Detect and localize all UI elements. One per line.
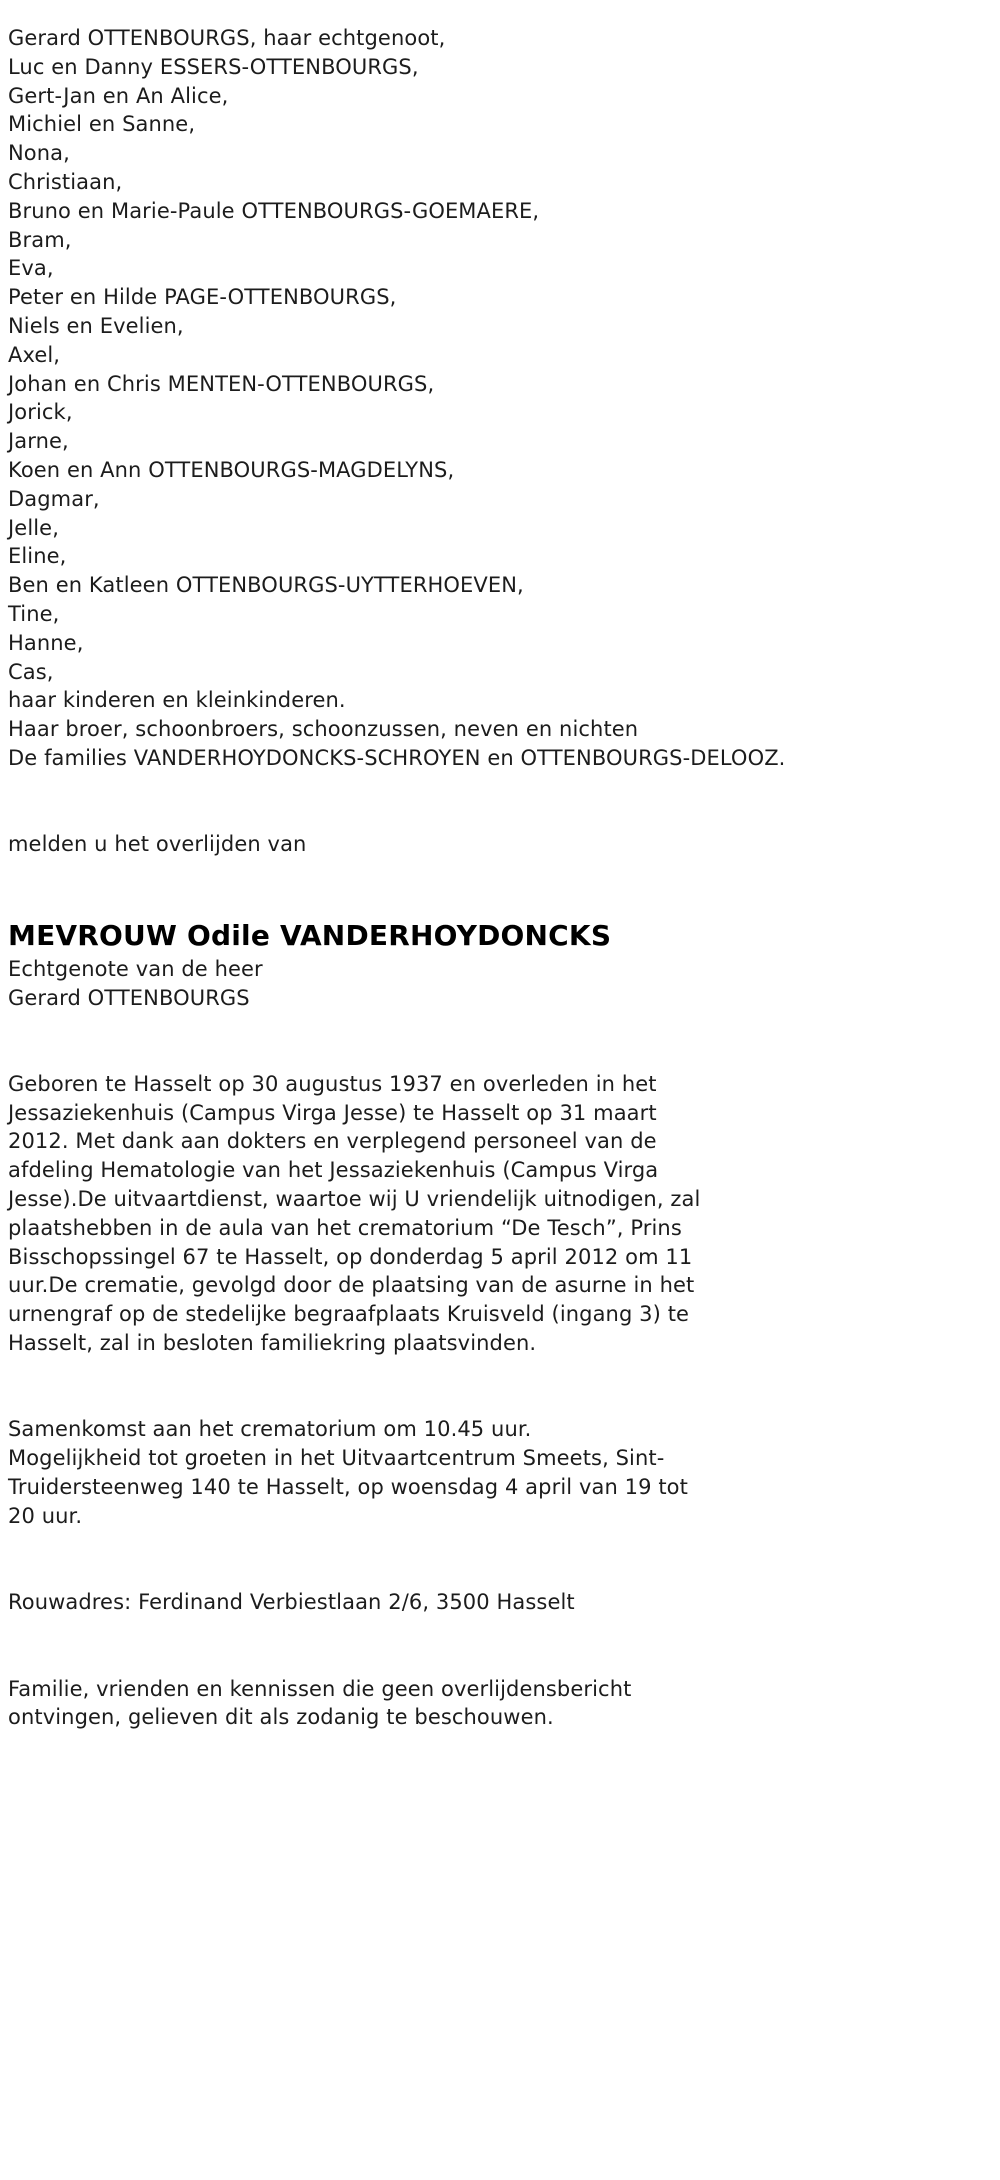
- spacer: [8, 1646, 986, 1675]
- spacer: [8, 888, 986, 917]
- list-item: Jelle,: [8, 515, 59, 540]
- final-note-paragraph: Familie, vrienden en kennissen die geen overlijdensbericht ontvingen, gelieven dit als zodanig te beschouwen.: [8, 1676, 632, 1730]
- spacer: [8, 1617, 986, 1646]
- list-item: Peter en Hilde PAGE-OTTENBOURGS,: [8, 285, 397, 310]
- list-item: Michiel en Sanne,: [8, 112, 196, 137]
- spacer: [8, 1041, 986, 1070]
- list-item: Gert-Jan en An Alice,: [8, 83, 229, 108]
- spacer: [8, 1387, 986, 1416]
- list-item: Eline,: [8, 544, 67, 569]
- mourning-address-line: Rouwadres: Ferdinand Verbiestlaan 2/6, 3500 Hasselt: [8, 1590, 575, 1615]
- spacer: [8, 1358, 986, 1387]
- announcement-line: melden u het overlijden van: [8, 832, 307, 857]
- list-item: Bruno en Marie-Paule OTTENBOURGS-GOEMAERE,: [8, 198, 540, 223]
- family-name-list: [8, 24, 986, 686]
- details-block: [8, 1070, 986, 1732]
- list-item: Dagmar,: [8, 486, 100, 511]
- list-item: Axel,: [8, 342, 61, 367]
- visiting-paragraph: Mogelijkheid tot groeten in het Uitvaartcentrum Smeets, Sint-Truidersteenweg 140 te Hasselt, op woensdag 4 april van 19 tot 20 uur.: [8, 1446, 688, 1528]
- list-item: Luc en Danny ESSERS-OTTENBOURGS,: [8, 54, 419, 79]
- list-item: Gerard OTTENBOURGS, haar echtgenoot,: [8, 26, 446, 50]
- list-item: Jorick,: [8, 400, 73, 425]
- spacer: [8, 802, 986, 831]
- spacer: [8, 1559, 986, 1588]
- spacer: [8, 773, 986, 802]
- obituary-content: [8, 24, 986, 1732]
- list-item: Christiaan,: [8, 169, 123, 194]
- relatives-closing-lines: [8, 686, 986, 772]
- extended-relatives-line: Haar broer, schoonbroers, schoonzussen, neven en nichten: [8, 717, 639, 742]
- spouse-label: Echtgenote van de heer: [8, 956, 263, 981]
- list-item: Koen en Ann OTTENBOURGS-MAGDELYNS,: [8, 457, 455, 482]
- main-details-paragraph: Geboren te Hasselt op 30 augustus 1937 en overleden in het Jessaziekenhuis (Campus Virga Jesse) te Hasselt op 31 maart 2012. Met dank aan dokters en verplegend personeel van de afdeling Hematologie van het Jessaziekenhuis (Campus Virga Jesse).De uitvaartdienst, waartoe wij U vriendelijk uitnodigen, zal plaatshebben in de aula van het crematorium “De Tesch”, Prins Bisschopssingel 67 te Hasselt, op donderdag 5 april 2012 om 11 uur.De crematie, gevolgd door de plaatsing van de asurne in het urnengraf op de stedelijke begraafplaats Kruisveld (ingang 3) te Hasselt, zal in besloten familiekring plaatsvinden.: [8, 1071, 701, 1356]
- list-item: Jarne,: [8, 429, 69, 454]
- list-item: Hanne,: [8, 630, 84, 655]
- list-item: Cas,: [8, 659, 54, 684]
- children-grandchildren-line: haar kinderen en kleinkinderen.: [8, 688, 346, 713]
- list-item: Johan en Chris MENTEN-OTTENBOURGS,: [8, 371, 435, 396]
- deceased-name-heading: MEVROUW Odile VANDERHOYDONCKS: [8, 918, 612, 952]
- gathering-line: Samenkomst aan het crematorium om 10.45 uur.: [8, 1417, 532, 1442]
- list-item: Ben en Katleen OTTENBOURGS-UYTTERHOEVEN,: [8, 573, 524, 598]
- list-item: Nona,: [8, 141, 70, 166]
- spacer: [8, 859, 986, 888]
- spacer: [8, 1012, 986, 1041]
- list-item: Tine,: [8, 601, 60, 626]
- list-item: Bram,: [8, 227, 72, 252]
- list-item: Niels en Evelien,: [8, 313, 184, 338]
- list-item: Eva,: [8, 256, 54, 281]
- families-line: De families VANDERHOYDONCKS-SCHROYEN en OTTENBOURGS-DELOOZ.: [8, 745, 786, 770]
- spacer: [8, 1531, 986, 1560]
- spouse-name: Gerard OTTENBOURGS: [8, 985, 250, 1010]
